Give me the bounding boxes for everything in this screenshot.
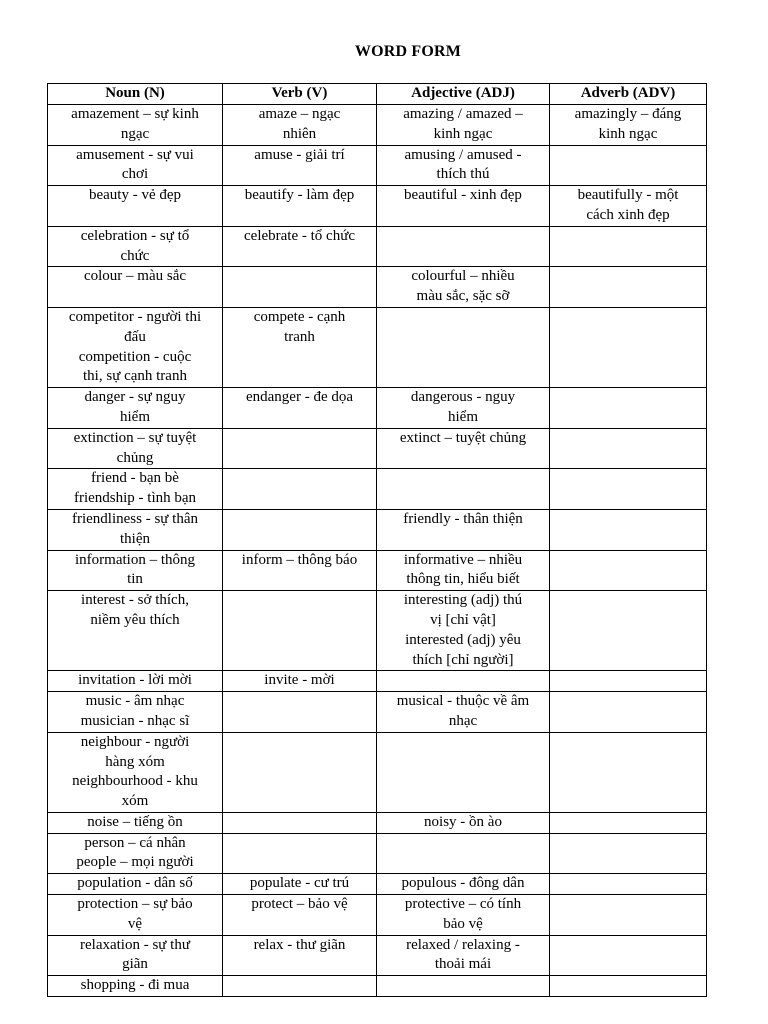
adjective-cell: relaxed / relaxing - thoải mái: [377, 935, 550, 976]
adjective-cell: [377, 732, 550, 812]
adverb-cell: [550, 976, 707, 997]
adjective-cell: dangerous - nguy hiểm: [377, 388, 550, 429]
table-row: [48, 812, 707, 833]
verb-cell: beautify - làm đẹp: [223, 186, 377, 227]
noun-cell: shopping - đi mua: [48, 976, 223, 997]
table-row: [48, 267, 707, 308]
adverb-cell: [550, 812, 707, 833]
verb-cell: compete - cạnh tranh: [223, 307, 377, 387]
adjective-cell: noisy - ồn ào: [377, 812, 550, 833]
adverb-cell: [550, 895, 707, 936]
word-form-table: [47, 83, 707, 997]
verb-cell: relax - thư giãn: [223, 935, 377, 976]
verb-cell: [223, 267, 377, 308]
noun-cell: friend - bạn bè friendship - tình bạn: [48, 469, 223, 510]
adjective-cell: [377, 307, 550, 387]
adjective-cell: colourful – nhiều màu sắc, sặc sỡ: [377, 267, 550, 308]
table-row: [48, 833, 707, 874]
adverb-cell: [550, 935, 707, 976]
table-row: [48, 550, 707, 591]
noun-cell: beauty - vẻ đẹp: [48, 186, 223, 227]
header-row: [48, 84, 707, 105]
noun-cell: amusement - sự vui chơi: [48, 145, 223, 186]
verb-cell: [223, 732, 377, 812]
noun-cell: interest - sở thích, niềm yêu thích: [48, 591, 223, 671]
noun-cell: friendliness - sự thân thiện: [48, 509, 223, 550]
adverb-cell: [550, 307, 707, 387]
table-row: [48, 732, 707, 812]
table-row: [48, 145, 707, 186]
noun-cell: competitor - người thi đấu competition - cuộc thi, sự cạnh tranh: [48, 307, 223, 387]
verb-cell: populate - cư trú: [223, 874, 377, 895]
adjective-cell: beautiful - xinh đẹp: [377, 186, 550, 227]
adjective-cell: populous - đông dân: [377, 874, 550, 895]
noun-cell: colour – màu sắc: [48, 267, 223, 308]
noun-cell: invitation - lời mời: [48, 671, 223, 692]
adverb-cell: [550, 692, 707, 733]
table-row: [48, 874, 707, 895]
verb-cell: invite - mời: [223, 671, 377, 692]
table-row: [48, 895, 707, 936]
verb-cell: protect – bảo vệ: [223, 895, 377, 936]
noun-cell: information – thông tin: [48, 550, 223, 591]
header-verb: Verb (V): [223, 84, 377, 105]
verb-cell: [223, 428, 377, 469]
adverb-cell: [550, 671, 707, 692]
adverb-cell: [550, 428, 707, 469]
table-row: [48, 692, 707, 733]
adjective-cell: extinct – tuyệt chủng: [377, 428, 550, 469]
adjective-cell: [377, 469, 550, 510]
noun-cell: amazement – sự kinh ngạc: [48, 105, 223, 146]
table-row: [48, 671, 707, 692]
adverb-cell: [550, 833, 707, 874]
table-row: [48, 469, 707, 510]
document-title: WORD FORM: [354, 43, 462, 60]
noun-cell: noise – tiếng ồn: [48, 812, 223, 833]
verb-cell: [223, 976, 377, 997]
adverb-cell: [550, 874, 707, 895]
adjective-cell: [377, 976, 550, 997]
adverb-cell: [550, 267, 707, 308]
verb-cell: celebrate - tổ chức: [223, 226, 377, 267]
table-row: [48, 509, 707, 550]
adjective-cell: [377, 833, 550, 874]
noun-cell: protection – sự bảo vệ: [48, 895, 223, 936]
adjective-cell: interesting (adj) thú vị [chỉ vật] interested (adj) yêu thích [chỉ người]: [377, 591, 550, 671]
adverb-cell: [550, 145, 707, 186]
verb-cell: [223, 833, 377, 874]
table-row: [48, 428, 707, 469]
table-row: [48, 186, 707, 227]
adjective-cell: [377, 226, 550, 267]
verb-cell: [223, 692, 377, 733]
verb-cell: inform – thông báo: [223, 550, 377, 591]
noun-cell: neighbour - người hàng xóm neighbourhood - khu xóm: [48, 732, 223, 812]
table-row: [48, 591, 707, 671]
noun-cell: music - âm nhạc musician - nhạc sĩ: [48, 692, 223, 733]
table-row: [48, 226, 707, 267]
noun-cell: relaxation - sự thư giãn: [48, 935, 223, 976]
table-row: [48, 976, 707, 997]
adjective-cell: amazing / amazed – kinh ngạc: [377, 105, 550, 146]
verb-cell: amuse - giải trí: [223, 145, 377, 186]
noun-cell: population - dân số: [48, 874, 223, 895]
adverb-cell: beautifully - một cách xinh đẹp: [550, 186, 707, 227]
header-noun: Noun (N): [48, 84, 223, 105]
table-row: [48, 935, 707, 976]
adverb-cell: [550, 509, 707, 550]
adjective-cell: informative – nhiều thông tin, hiểu biết: [377, 550, 550, 591]
adverb-cell: [550, 469, 707, 510]
table-row: [48, 307, 707, 387]
verb-cell: [223, 591, 377, 671]
adverb-cell: [550, 550, 707, 591]
adverb-cell: amazingly – đáng kinh ngạc: [550, 105, 707, 146]
verb-cell: [223, 812, 377, 833]
adjective-cell: protective – có tính bảo vệ: [377, 895, 550, 936]
adverb-cell: [550, 591, 707, 671]
adjective-cell: friendly - thân thiện: [377, 509, 550, 550]
verb-cell: endanger - đe dọa: [223, 388, 377, 429]
adverb-cell: [550, 226, 707, 267]
header-adverb: Adverb (ADV): [550, 84, 707, 105]
noun-cell: celebration - sự tổ chức: [48, 226, 223, 267]
noun-cell: person – cá nhân people – mọi người: [48, 833, 223, 874]
adjective-cell: amusing / amused - thích thú: [377, 145, 550, 186]
adjective-cell: [377, 671, 550, 692]
table-row: [48, 105, 707, 146]
adverb-cell: [550, 388, 707, 429]
verb-cell: amaze – ngạc nhiên: [223, 105, 377, 146]
verb-cell: [223, 469, 377, 510]
table-body: [48, 105, 707, 997]
noun-cell: danger - sự nguy hiểm: [48, 388, 223, 429]
adjective-cell: musical - thuộc về âm nhạc: [377, 692, 550, 733]
verb-cell: [223, 509, 377, 550]
table-row: [48, 388, 707, 429]
header-adjective: Adjective (ADJ): [377, 84, 550, 105]
noun-cell: extinction – sự tuyệt chủng: [48, 428, 223, 469]
adverb-cell: [550, 732, 707, 812]
